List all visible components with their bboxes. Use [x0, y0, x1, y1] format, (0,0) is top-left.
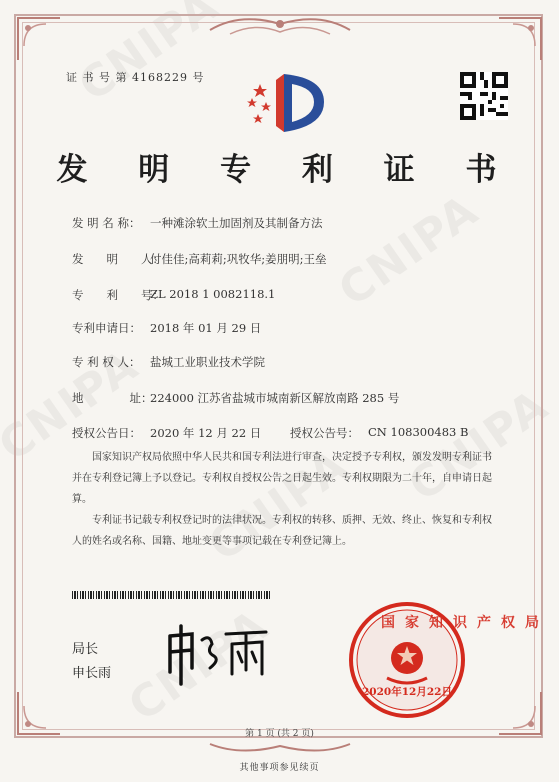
- address-value: 224000 江苏省盐城市城南新区解放南路 285 号: [150, 391, 400, 405]
- qr-code-icon: [460, 72, 508, 120]
- invention-name-value: 一种滩涂软土加固剂及其制备方法: [150, 216, 323, 230]
- bottom-ornament-icon: [200, 738, 360, 758]
- inventor-value: 付佳佳;高莉莉;巩牧华;姜朋明;王垒: [150, 252, 327, 266]
- grant-number-label: 授权公告号：: [290, 426, 359, 440]
- barcode: [72, 591, 272, 599]
- grant-statement: 国家知识产权局依照中华人民共和国专利法进行审查，决定授予专利权，颁发发明专利证书并在专利登记簿上予以登记。专利权自授权公告之日起生效。专利权期限为二十年，自申请日起算。: [72, 452, 492, 505]
- corner-ornament-icon: [16, 16, 62, 62]
- grant-date-value: 2020 年 12 月 22 日: [150, 426, 262, 440]
- legal-status-note: 专利证书记载专利权登记时的法律状况。专利权的转移、质押、无效、终止、恢复和专利权人的姓名或名称、国籍、地址变更等事项记载在专利登记簿上。: [72, 515, 492, 547]
- patent-number-label: 专 利 号：: [72, 288, 164, 302]
- address-label: 地 址：: [72, 391, 153, 405]
- grant-date-label: 授权公告日：: [72, 426, 141, 440]
- patent-number-value: ZL 2018 1 0082118.1: [150, 287, 276, 301]
- continuation-note: 其他事项参见续页: [239, 763, 320, 773]
- certificate-title: 发 明 专 利 证 书: [56, 152, 517, 188]
- filing-date-value: 2018 年 01 月 29 日: [150, 321, 262, 335]
- signatory-name: 申长雨: [72, 666, 112, 681]
- seal-text: 国家知识产权局: [381, 615, 549, 631]
- page-indicator: 第 1 页 (共 2 页): [245, 729, 314, 739]
- cnipa-logo-icon: [240, 70, 328, 136]
- top-ornament-icon: [200, 10, 360, 44]
- inventor-label: 发 明 人：: [72, 252, 164, 266]
- grant-number-value: CN 108300483 B: [368, 425, 469, 439]
- patentee-value: 盐城工业职业技术学院: [150, 355, 265, 369]
- corner-ornament-icon: [497, 16, 543, 62]
- patentee-label: 专 利 权 人：: [72, 355, 141, 369]
- signatory-title: 局长: [72, 642, 99, 657]
- handwritten-signature-icon: [162, 622, 272, 686]
- seal-date: 2020年12月22日: [362, 686, 452, 698]
- filing-date-label: 专利申请日：: [72, 321, 141, 335]
- invention-name-label: 发 明 名 称：: [72, 216, 141, 230]
- certificate-number: 证 书 号 第 4168229 号: [66, 71, 205, 84]
